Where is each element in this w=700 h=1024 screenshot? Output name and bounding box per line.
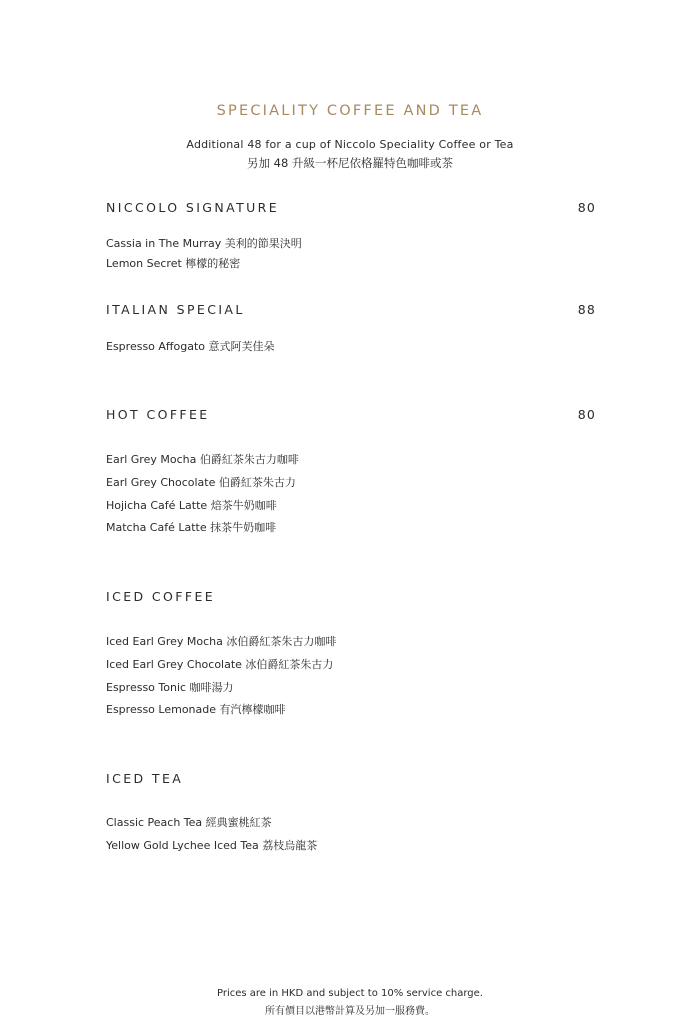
section-title: ICED TEA	[106, 771, 184, 786]
list-item: Iced Earl Grey Mocha 冰伯爵紅茶朱古力咖啡	[106, 635, 337, 648]
footer-note-chinese: 所有價目以港幣計算及另加一服務費。	[265, 1006, 435, 1017]
section-header	[106, 771, 596, 789]
section-header	[106, 302, 596, 320]
section-title: HOT COFFEE	[106, 407, 210, 422]
section-italian-special	[106, 302, 596, 353]
item-list	[106, 234, 302, 273]
section-hot-coffee	[106, 407, 596, 535]
section-niccolo-signature	[106, 200, 596, 270]
list-item: Cassia in The Murray 美利的節果決明	[106, 237, 302, 250]
list-item: Espresso Tonic 咖啡湯力	[106, 680, 234, 694]
list-item: Earl Grey Mocha 伯爵紅茶朱古力咖啡	[106, 453, 299, 466]
section-iced-tea	[106, 771, 596, 852]
list-item: Lemon Secret 檸檬的秘密	[106, 256, 241, 270]
list-item: Iced Earl Grey Chocolate 冰伯爵紅茶朱古力	[106, 657, 334, 671]
list-item: Earl Grey Chocolate 伯爵紅茶朱古力	[106, 475, 296, 489]
section-iced-coffee	[106, 589, 596, 717]
list-item: Hojicha Café Latte 焙茶牛奶咖啡	[106, 498, 277, 512]
section-title: ITALIAN SPECIAL	[106, 302, 245, 317]
list-item: Matcha Café Latte 抹茶牛奶咖啡	[106, 521, 277, 535]
item-list	[106, 337, 275, 357]
section-title: NICCOLO SIGNATURE	[106, 200, 280, 215]
page-title: SPECIALITY COFFEE AND TEA	[216, 103, 484, 119]
section-price: 80	[577, 407, 596, 422]
section-title: ICED COFFEE	[106, 589, 216, 604]
subtitle-chinese: 另加 48 升級一杯尼依格羅特色咖啡或茶	[247, 156, 453, 170]
list-item: Classic Peach Tea 經典蜜桃紅茶	[106, 816, 272, 829]
item-list	[106, 812, 317, 858]
list-item: Espresso Affogato 意式阿芙佳朵	[106, 340, 275, 353]
list-item: Yellow Gold Lychee Iced Tea 荔枝烏龍茶	[106, 838, 318, 852]
section-header	[106, 200, 596, 218]
list-item: Espresso Lemonade 有汽檸檬咖啡	[106, 703, 286, 717]
item-list	[106, 631, 336, 722]
footer-note-english: Prices are in HKD and subject to 10% service charge.	[216, 988, 483, 999]
item-list	[106, 449, 299, 540]
section-price: 88	[577, 302, 596, 317]
subtitle-english: Additional 48 for a cup of Niccolo Speciality Coffee or Tea	[186, 138, 514, 151]
section-price: 80	[577, 200, 596, 215]
section-header	[106, 407, 596, 425]
section-header	[106, 589, 596, 607]
